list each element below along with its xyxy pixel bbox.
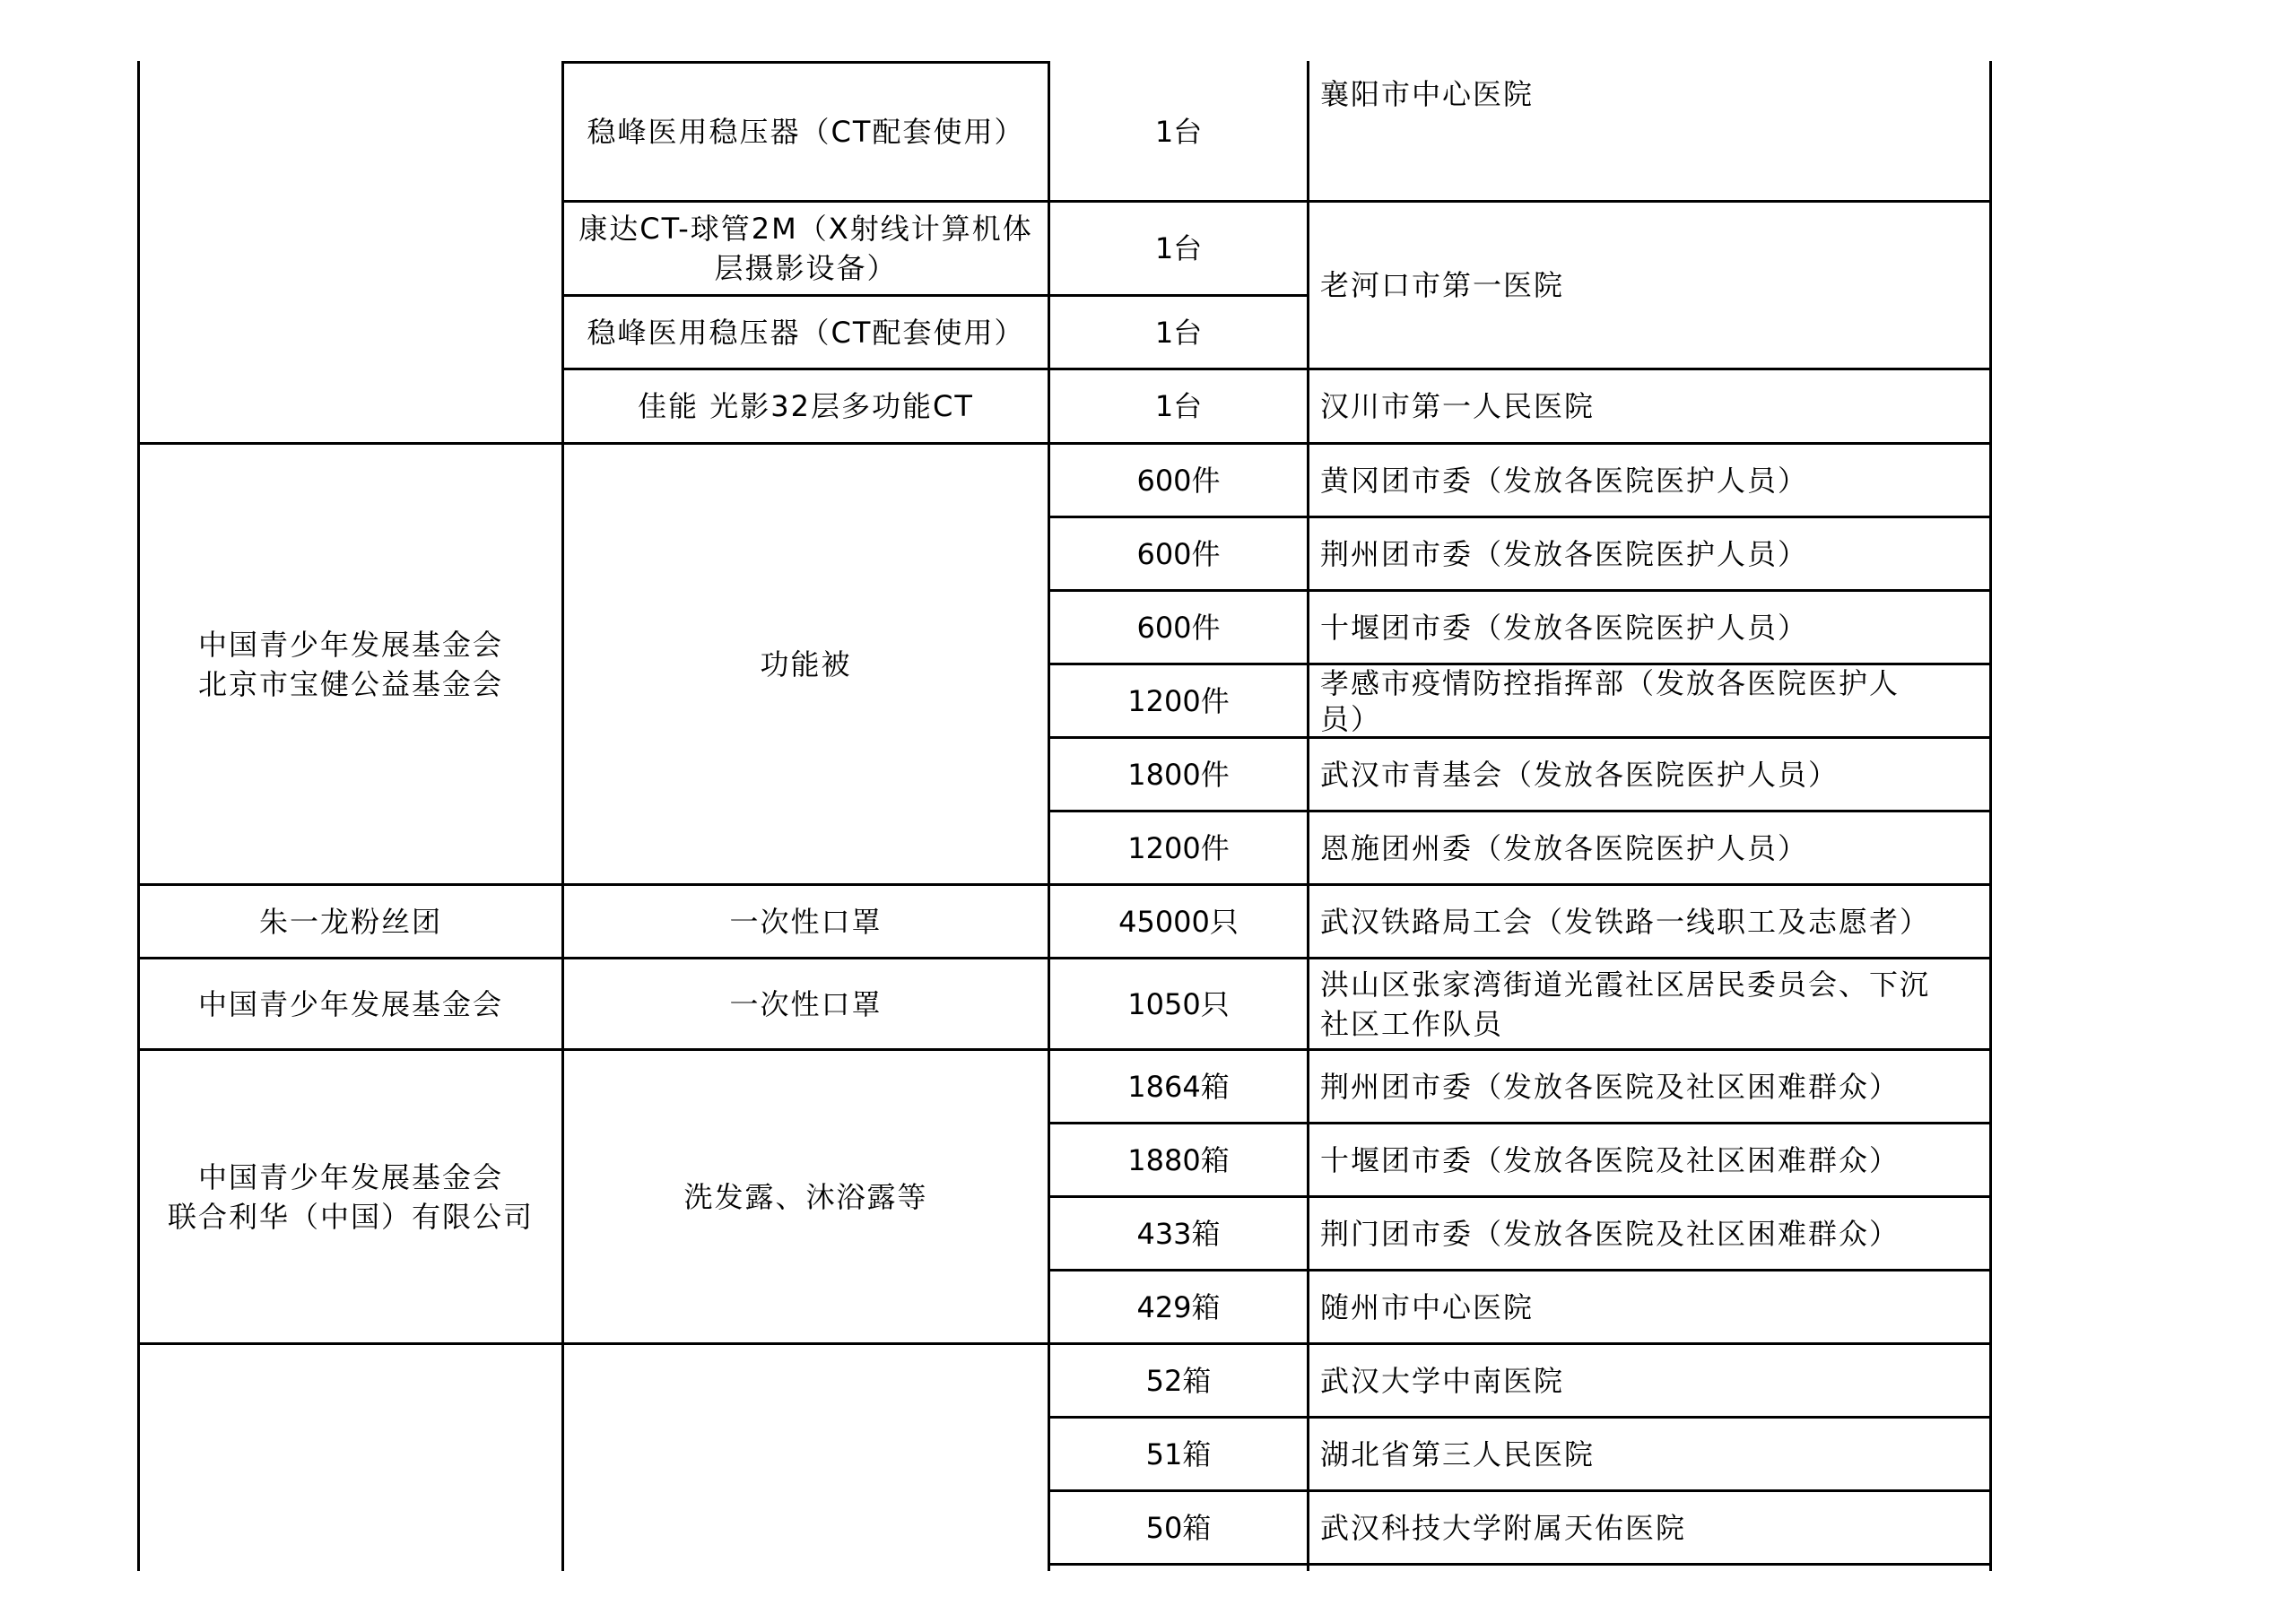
- quantity-cell: [1050, 203, 1307, 294]
- recipient-text: 黄冈团市委（发放各医院医护人员）: [1320, 463, 1809, 498]
- donor-cell: [140, 959, 561, 1048]
- quantity-cell: [1050, 1124, 1307, 1195]
- quantity-cell: [1050, 959, 1307, 1048]
- recipient-cell: [1309, 203, 1989, 368]
- recipient-text: 随州市中心医院: [1320, 1289, 1535, 1324]
- recipient-text: 洪山区张家湾街道光霞社区居民委员会、下沉 社区工作队员: [1320, 967, 1931, 1041]
- recipient-text: 湖北省第三人民医院: [1320, 1436, 1596, 1471]
- recipient-text: 十堰团市委（发放各医院医护人员）: [1320, 610, 1809, 645]
- quantity-text: 45000只: [1118, 904, 1239, 939]
- quantity-text: 1880箱: [1127, 1142, 1230, 1177]
- recipient-text: 荆州团市委（发放各医院及社区困难群众）: [1320, 1069, 1900, 1104]
- item-cell: [564, 297, 1048, 368]
- recipient-cell: [1309, 1271, 1989, 1342]
- recipient-cell: [1309, 1051, 1989, 1122]
- item-text: 一次性口罩: [729, 904, 883, 939]
- item-text: 洗发露、沐浴露等: [683, 1179, 928, 1214]
- recipient-cell: [1309, 959, 1989, 1048]
- grid-line: [1048, 1563, 1992, 1566]
- donor-cell: [140, 886, 561, 957]
- recipient-cell: [1309, 518, 1989, 589]
- donor-text: 中国青少年发展基金会: [197, 986, 503, 1021]
- quantity-cell: [1050, 64, 1307, 200]
- item-text: 一次性口罩: [729, 986, 883, 1021]
- item-cell: [564, 886, 1048, 957]
- recipient-text: 荆州团市委（发放各医院医护人员）: [1320, 536, 1809, 571]
- recipient-cell: [1309, 739, 1989, 810]
- donor-text: 中国青少年发展基金会 联合利华（中国）有限公司: [167, 1159, 534, 1234]
- quantity-text: 52箱: [1145, 1363, 1212, 1398]
- quantity-text: 1台: [1154, 115, 1203, 149]
- donor-cell: [140, 1345, 561, 1571]
- quantity-text: 429箱: [1136, 1289, 1221, 1324]
- recipient-cell: [1309, 1124, 1989, 1195]
- recipient-text: 武汉科技大学附属天佑医院: [1320, 1510, 1687, 1545]
- item-text: 稳峰医用稳压器（CT配套使用）: [587, 115, 1025, 149]
- recipient-cell: [1309, 886, 1989, 957]
- quantity-cell: [1050, 1198, 1307, 1269]
- quantity-text: 600件: [1136, 463, 1221, 498]
- quantity-text: 1台: [1154, 315, 1203, 350]
- quantity-cell: [1050, 297, 1307, 368]
- quantity-text: 51箱: [1145, 1436, 1212, 1471]
- quantity-text: 433箱: [1136, 1216, 1221, 1251]
- quantity-cell: [1050, 445, 1307, 516]
- item-cell: [564, 370, 1048, 442]
- quantity-cell: [1050, 739, 1307, 810]
- recipient-text: 汉川市第一人民医院: [1320, 389, 1596, 423]
- recipient-cell: [1309, 665, 1989, 736]
- item-cell: [564, 445, 1048, 883]
- recipient-cell: [1309, 812, 1989, 883]
- recipient-text: 襄阳市中心医院: [1320, 77, 1535, 111]
- quantity-text: 1台: [1154, 231, 1203, 265]
- quantity-text: 1台: [1154, 389, 1203, 423]
- item-text: 功能被: [760, 647, 852, 681]
- item-cell: [564, 203, 1048, 294]
- donor-text: 中国青少年发展基金会 北京市宝健公益基金会: [197, 627, 503, 701]
- quantity-cell: [1050, 1345, 1307, 1416]
- recipient-text: 十堰团市委（发放各医院及社区困难群众）: [1320, 1142, 1900, 1177]
- item-cell: [564, 959, 1048, 1048]
- recipient-cell: [1309, 64, 1989, 200]
- recipient-cell: [1309, 370, 1989, 442]
- recipient-cell: [1309, 445, 1989, 516]
- quantity-cell: [1050, 518, 1307, 589]
- quantity-text: 600件: [1136, 610, 1221, 645]
- recipient-text: 孝感市疫情防控指挥部（发放各医院医护人 员）: [1320, 665, 1900, 736]
- quantity-text: 1200件: [1127, 683, 1230, 718]
- item-cell: [564, 1345, 1048, 1571]
- quantity-text: 1050只: [1127, 986, 1230, 1021]
- quantity-text: 1800件: [1127, 757, 1230, 792]
- quantity-cell: [1050, 370, 1307, 442]
- recipient-text: 老河口市第一医院: [1320, 268, 1565, 302]
- donor-text: 朱一龙粉丝团: [258, 904, 442, 939]
- quantity-text: 600件: [1136, 536, 1221, 571]
- recipient-cell: [1309, 592, 1989, 663]
- recipient-cell: [1309, 1419, 1989, 1489]
- recipient-text: 武汉市青基会（发放各医院医护人员）: [1320, 757, 1839, 792]
- donor-cell: [140, 445, 561, 883]
- quantity-text: 1864箱: [1127, 1069, 1230, 1104]
- item-text: 佳能 光影32层多功能CT: [638, 389, 974, 423]
- item-cell: [564, 64, 1048, 200]
- quantity-cell: [1050, 665, 1307, 736]
- quantity-cell: [1050, 1271, 1307, 1342]
- quantity-text: 50箱: [1145, 1510, 1212, 1545]
- item-cell: [564, 1051, 1048, 1342]
- recipient-text: 恩施团州委（发放各医院医护人员）: [1320, 830, 1809, 865]
- quantity-cell: [1050, 1419, 1307, 1489]
- quantity-cell: [1050, 886, 1307, 957]
- item-text: 康达CT-球管2M（X射线计算机体 层摄影设备）: [578, 212, 1033, 285]
- recipient-text: 荆门团市委（发放各医院及社区困难群众）: [1320, 1216, 1900, 1251]
- item-text: 稳峰医用稳压器（CT配套使用）: [587, 315, 1025, 350]
- quantity-cell: [1050, 592, 1307, 663]
- quantity-cell: [1050, 1492, 1307, 1563]
- recipient-cell: [1309, 1492, 1989, 1563]
- recipient-text: 武汉大学中南医院: [1320, 1363, 1565, 1398]
- recipient-cell: [1309, 1198, 1989, 1269]
- recipient-text: 武汉铁路局工会（发铁路一线职工及志愿者）: [1320, 904, 1931, 939]
- quantity-cell: [1050, 812, 1307, 883]
- donor-cell: [140, 1051, 561, 1342]
- quantity-cell: [1050, 1051, 1307, 1122]
- recipient-cell: [1309, 1345, 1989, 1416]
- quantity-text: 1200件: [1127, 830, 1230, 865]
